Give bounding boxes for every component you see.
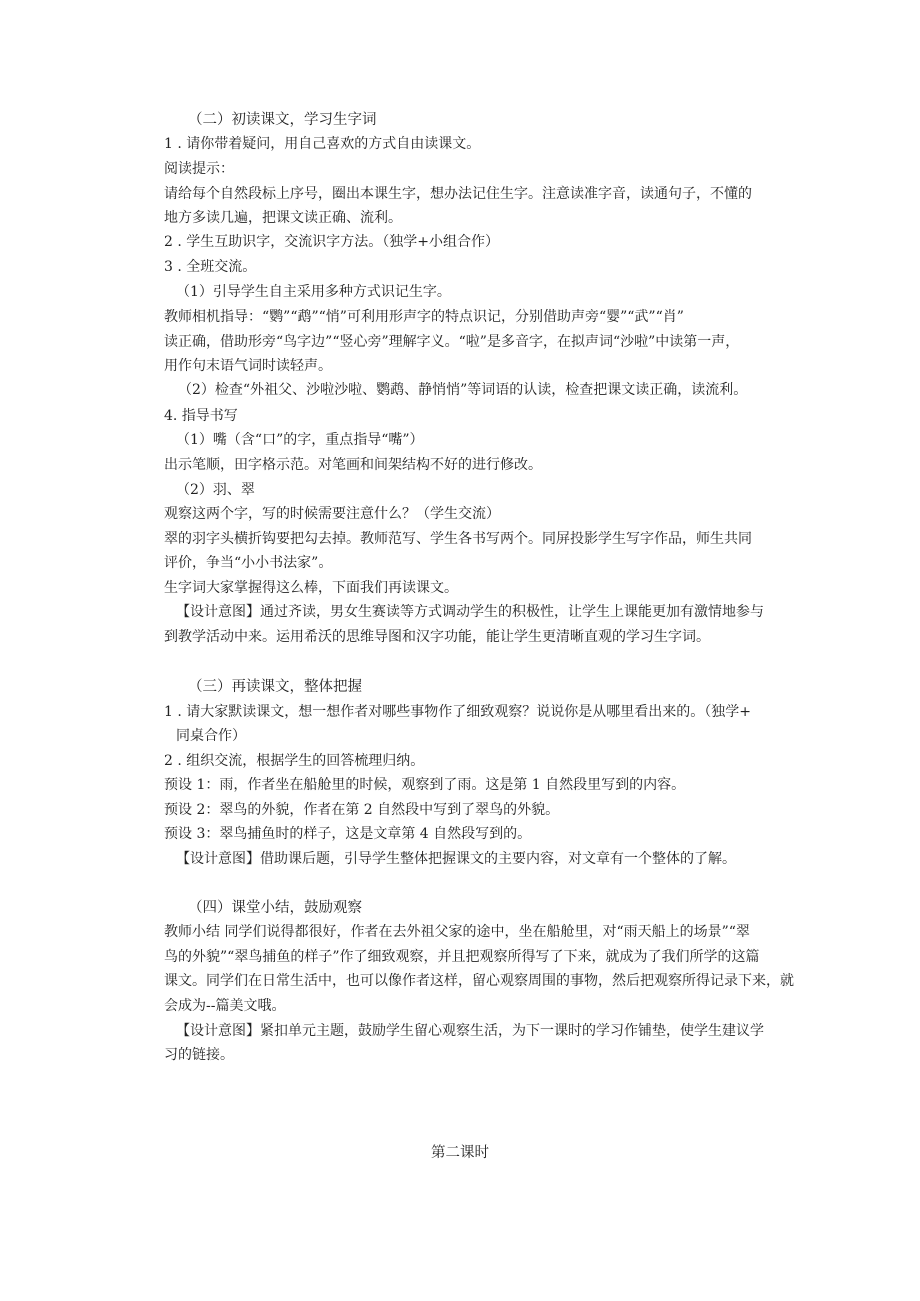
paragraph-line: 教师小结 同学们说得都很好，作者在去外祖父家的途中，坐在船舱里，对“雨天船上的场景”“翠 — [164, 924, 750, 940]
paragraph-line: 生字词大家掌握得这么棒，下面我们再读课文。 — [164, 580, 458, 596]
paragraph-line: （1）嘴（含“口”的字，重点指导“嘴”） — [176, 432, 424, 448]
paragraph-line: （2）羽、翠 — [176, 482, 255, 498]
paragraph-line: 会成为--篇美文哦。 — [164, 998, 286, 1014]
paragraph-line: 3 . 全班交流。 — [164, 259, 257, 275]
paragraph-line: 4. 指导书写 — [164, 408, 238, 424]
design-intent-line: 习的链接。 — [164, 1047, 234, 1063]
paragraph-line: 用作句末语气词时读轻声。 — [164, 358, 332, 374]
paragraph-line: 地方多读几遍，把课文读正确、流利。 — [164, 210, 402, 226]
paragraph-line: 预设 1：雨，作者坐在船舱里的时候，观察到了雨。这是第 1 自然段里写到的内容。 — [164, 777, 686, 793]
paragraph-line: 预设 2：翠鸟的外貌，作者在第 2 自然段中写到了翠鸟的外貌。 — [164, 802, 560, 818]
paragraph-line: 课文。同学们在日常生活中，也可以像作者这样，留心观察周围的事物，然后把观察所得记录下来，就 — [164, 973, 794, 989]
paragraph-line: （2）检查“外祖父、沙啦沙啦、鹦鹉、静悄悄”等词语的认读，检查把课文读正确，读流利。 — [178, 382, 748, 398]
paragraph-line: （1）引导学生自主采用多种方式识记生字。 — [176, 284, 451, 300]
design-intent-line: 到教学活动中来。运用希沃的思维导图和汉字功能，能让学生更清晰直观的学习生字词。 — [164, 629, 710, 645]
paragraph-line: 读正确，借助形旁“鸟字边”“竖心旁”理解字义。“啦”是多音字，在拟声词“沙啦”中读第一声， — [164, 334, 740, 350]
paragraph-line: 观察这两个字，写的时候需要注意什么？（学生交流） — [164, 506, 500, 522]
paragraph-line: 1 . 请大家默读课文，想一想作者对哪些事物作了细致观察？说说你是从哪里看出来的。（独学+ — [164, 704, 751, 720]
paragraph-line: 预设 3：翠鸟捕鱼时的样子，这是文章第 4 自然段写到的。 — [164, 826, 532, 842]
design-intent-line: 【设计意图】借助课后题，引导学生整体把握课文的主要内容，对文章有一个整体的了解。 — [176, 851, 736, 867]
paragraph-line: 阅读提示： — [164, 161, 234, 177]
design-intent-line: 【设计意图】通过齐读，男女生赛读等方式调动学生的积极性，让学生上课能更加有激情地参与 — [176, 604, 764, 620]
paragraph-line: 请给每个自然段标上序号，圈出本课生字，想办法记住生字。注意读准字音，读通句子，不懂的 — [164, 186, 752, 202]
section-4-heading: （四）课堂小结，鼓励观察 — [188, 900, 362, 916]
paragraph-line: 鸟的外貌”“翠鸟捕鱼的样子”作了细致观察，并且把观察所得写了下来，就成为了我们所学的这篇 — [164, 949, 760, 965]
design-intent-line: 【设计意图】紧扣单元主题，鼓励学生留心观察生活，为下一课时的学习作铺垫，使学生建议学 — [176, 1023, 764, 1039]
paragraph-line: 出示笔顺，田字格示范。对笔画和间架结构不好的进行修改。 — [164, 457, 542, 473]
lesson-2-title: 第二课时 — [431, 1145, 489, 1161]
paragraph-line: 评价，争当“小小书法家”。 — [164, 555, 333, 571]
paragraph-line: 2 . 组织交流，根据学生的回答梳理归纳。 — [164, 753, 425, 769]
paragraph-line: 同桌合作） — [176, 728, 246, 744]
paragraph-line: 1 . 请你带着疑问，用自己喜欢的方式自由读课文。 — [164, 136, 481, 152]
paragraph-line: 教师相机指导：“鹦”“鹉”“悄”可利用形声字的特点识记，分别借助声旁“婴”“武”“肖” — [164, 309, 684, 325]
paragraph-line: 2 . 学生互助识字，交流识字方法。（独学+小组合作） — [164, 234, 499, 250]
section-2-heading: （二）初读课文，学习生字词 — [188, 112, 377, 128]
section-3-heading: （三）再读课文，整体把握 — [188, 679, 362, 695]
paragraph-line: 翠的羽字头横折钩要把勾去掉。教师范写、学生各书写两个。同屏投影学生写字作品，师生共同 — [164, 531, 752, 547]
